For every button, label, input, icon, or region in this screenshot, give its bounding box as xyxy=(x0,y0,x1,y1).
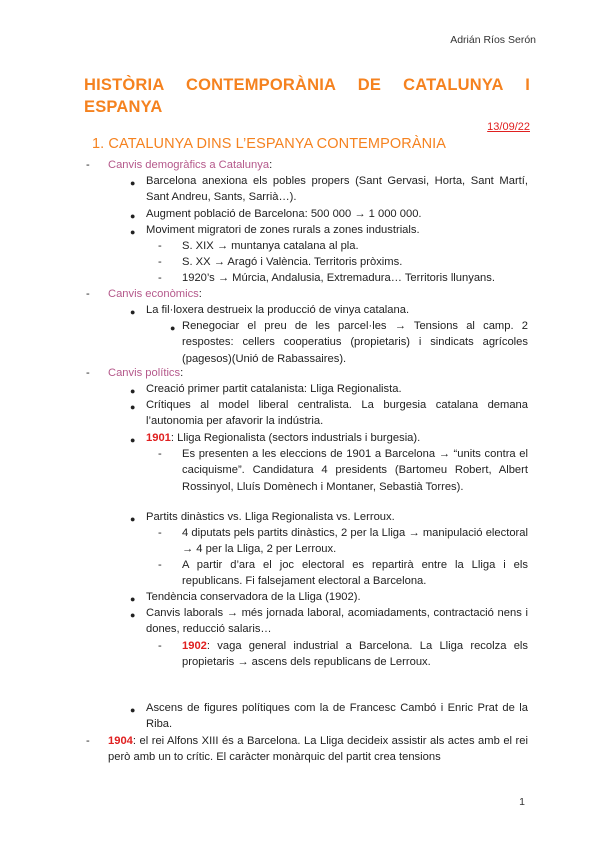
author-name: Adrián Ríos Serón xyxy=(450,34,536,46)
item-7: Ascens de figures polítiques com la de Francesc Cambó i Enric Prat de la Riba. xyxy=(146,702,528,731)
dash-bullet: - xyxy=(86,288,90,300)
econ-item-1: La fil·loxera destrueix la producció de vinya catalana. xyxy=(146,304,410,316)
final-paragraph xyxy=(108,733,528,766)
bullet-dot: ● xyxy=(130,402,136,412)
pol-item-4-sub-2: A partir d’ara el joc electoral es repartirà entre la Lliga i els republicans. Fi falsejament electoral a Barcelona. xyxy=(182,559,528,588)
econ-heading-line: Canvis econòmics: xyxy=(108,288,202,300)
dash-bullet: - xyxy=(158,448,162,460)
dash-bullet: - xyxy=(158,527,162,539)
demo-heading-line: Canvis demogràfics a Catalunya: xyxy=(108,159,273,171)
final-text: : el rei Alfons XIII és a Barcelona. La Lliga decideix assistir als actes amb el rei però amb un to crític. El caràcter monàrquic del partit crea tensions xyxy=(108,735,528,764)
year-1904: 1904 xyxy=(108,735,133,747)
bullet-dot: ● xyxy=(130,610,136,620)
pol-heading: Canvis polítics xyxy=(108,367,181,379)
bullet-dot: ● xyxy=(130,705,136,715)
demo-item-2: Augment població de Barcelona: 500 000 → 1 000 000. xyxy=(146,208,422,220)
pol-item-6-sub-text: : vaga general industrial a Barcelona. La Lliga recolza els propietaris → ascens dels republicans de Lerroux. xyxy=(182,640,528,669)
bullet-dot: ● xyxy=(170,323,176,333)
demo-item-3: Moviment migratori de zones rurals a zones industrials. xyxy=(146,224,420,236)
bullet-dot: ● xyxy=(130,178,136,188)
pol-item-4-sub-1: 4 diputats pels partits dinàstics, 2 per la Lliga → manipulació electoral → 4 per la Lliga, 2 per Lerroux. xyxy=(182,527,528,556)
dash-bullet: - xyxy=(86,159,90,171)
date-label-1: 13/09/22 xyxy=(487,121,530,133)
document-title: HISTÒRIA CONTEMPORÀNIA DE CATALUNYA I ESPANYA xyxy=(84,76,530,116)
dash-bullet: - xyxy=(158,559,162,571)
page-number: 1 xyxy=(519,796,525,808)
pol-item-3 xyxy=(146,430,528,446)
bullet-dot: ● xyxy=(130,435,136,445)
pol-item-5: Tendència conservadora de la Lliga (1902). xyxy=(146,591,361,603)
bullet-dot: ● xyxy=(130,514,136,524)
dash-bullet: - xyxy=(158,640,162,652)
econ-heading: Canvis econòmics xyxy=(108,288,199,300)
section-heading: 1. CATALUNYA DINS L’ESPANYA CONTEMPORÀNIA xyxy=(92,136,447,152)
pol-item-6: Canvis laborals → més jornada laboral, acomiadaments, contractació nens i dones, reducció salaris… xyxy=(146,607,528,636)
pol-heading-line: Canvis polítics: xyxy=(108,367,184,379)
econ-sub-1: Renegociar el preu de les parcel·les → Tensions al camp. 2 respostes: cellers cooperatius (propietaris) i sindicats agrícoles (pagesos)(Unió de Rabassaires). xyxy=(182,320,528,365)
bullet-dot: ● xyxy=(130,307,136,317)
demo-heading: Canvis demogràfics a Catalunya xyxy=(108,159,270,171)
bullet-dot: ● xyxy=(130,211,136,221)
bullet-dot: ● xyxy=(130,227,136,237)
demo-sub-3: 1920’s → Múrcia, Andalusia, Extremadura… Territoris llunyans. xyxy=(182,272,495,284)
bullet-dot: ● xyxy=(130,386,136,396)
demo-sub-2: S. XX → Aragó i València. Territoris pròxims. xyxy=(182,256,403,268)
dash-bullet: - xyxy=(86,735,90,747)
dash-bullet: - xyxy=(158,256,162,268)
dash-bullet: - xyxy=(158,240,162,252)
pol-item-6-sub xyxy=(182,638,528,671)
demo-sub-1: S. XIX → muntanya catalana al pla. xyxy=(182,240,359,252)
bullet-dot: ● xyxy=(130,594,136,604)
year-1901: 1901 xyxy=(146,432,171,444)
pol-item-1: Creació primer partit catalanista: Lliga Regionalista. xyxy=(146,383,402,395)
year-1902: 1902 xyxy=(182,640,207,652)
pol-item-3-text: : Lliga Regionalista (sectors industrials i burgesia). xyxy=(170,432,421,444)
dash-bullet: - xyxy=(86,367,90,379)
dash-bullet: - xyxy=(158,272,162,284)
pol-item-2: Crítiques al model liberal centralista. La burgesia catalana demana l’autonomia per afavorir la indústria. xyxy=(146,399,528,428)
pol-item-4: Partits dinàstics vs. Lliga Regionalista vs. Lerroux. xyxy=(146,511,395,523)
pol-item-3-sub: Es presenten a les eleccions de 1901 a Barcelona → “units contra el caciquisme”. Candidatura 4 presidents (Bartomeu Robert, Albert Rossinyol, Lluís Domènech i Montaner, Sebastià Torres). xyxy=(182,448,528,493)
demo-item-1: Barcelona anexiona els pobles propers (Sant Gervasi, Horta, Sant Martí, Sant Andreu, Sants, Sarrià…). xyxy=(146,175,528,204)
